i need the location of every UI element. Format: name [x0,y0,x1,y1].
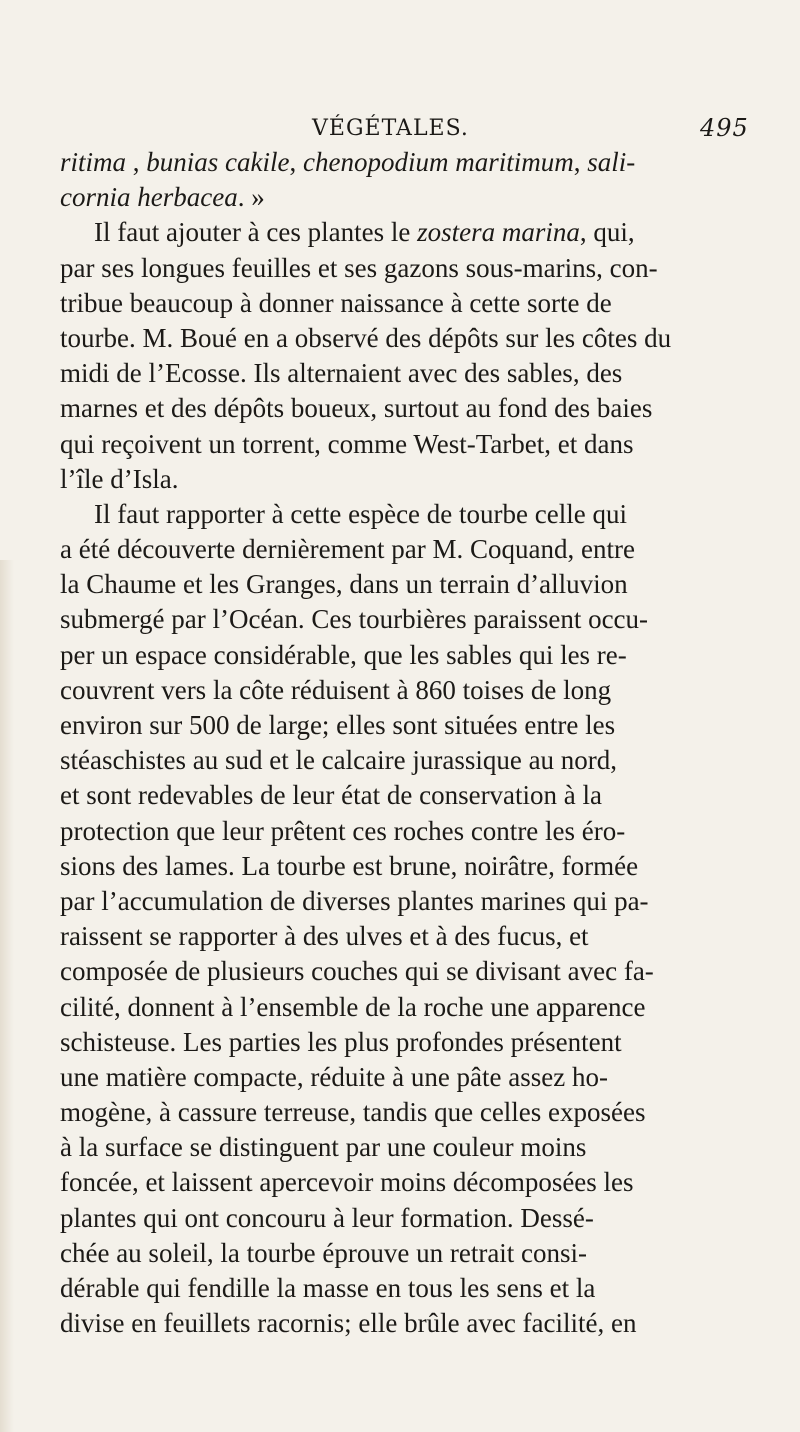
text-line: par l’accumulation de diverses plantes marines qui pa- [60,885,649,916]
text-line: par ses longues feuilles et ses gazons sous-marins, con- [60,252,658,283]
paragraph-start [60,215,760,250]
text-line: schisteuse. Les parties les plus profondes présentent [60,1026,622,1057]
text-line: composée de plusieurs couches qui se divisant avec fa- [60,956,654,987]
text-span: , [126,147,147,177]
text-line: couvrent vers la côte réduisent à 860 toises de long [60,674,612,705]
text-line: tourbe. M. Boué en a observé des dépôts sur les côtes du [60,322,672,353]
text-line: marnes et des dépôts boueux, surtout au fond des baies [60,393,653,424]
text-line: stéaschistes au sud et le calcaire jurassique au nord, [60,745,618,776]
text-line: raissent se rapporter à des ulves et à des fucus, et [60,921,589,952]
text-line: chée au soleil, la tourbe éprouve un retrait consi- [60,1237,588,1268]
italic-text: chenopodium maritimum [302,147,574,177]
text-line: à la surface se distinguent par une couleur moins [60,1132,587,1163]
text-line: foncée, et laissent apercevoir moins décomposées les [60,1167,634,1198]
italic-text: sali- [587,147,636,177]
text-span: , [573,147,588,177]
italic-text: zostera marina [417,217,580,248]
text-line: midi de l’Ecosse. Ils alternaient avec des sables, des [60,358,623,389]
text-line: submergé par l’Océan. Ces tourbières paraissent occu- [60,604,649,635]
text-line: qui reçoivent un torrent, comme West-Tarbet, et dans [60,428,634,459]
page-number: 495 [700,114,749,142]
text-span: , qui, [579,217,635,248]
text-line [60,180,760,215]
paragraph-start: Il faut rapporter à cette espèce de tourbe celle qui [94,498,627,529]
italic-text: ritima [60,147,127,177]
text-line: l’île d’Isla. [60,463,179,494]
page-edge-shadow [0,560,14,1432]
running-head: VÉGÉTALES. [312,116,469,141]
text-line: tribue beaucoup à donner naissance à cette sorte de [60,287,612,318]
text-span: Il faut ajouter à ces plantes le [94,217,418,248]
text-line [60,145,760,180]
text-line: dérable qui fendille la masse en tous les sens et la [60,1273,596,1303]
italic-text: cornia herbacea [60,182,238,213]
body-text [60,145,760,1341]
text-line: mogène, à cassure terreuse, tandis que celles exposées [60,1097,646,1128]
italic-text: bunias cakile [146,147,290,177]
text-line: protection que leur prêtent ces roches contre les éro- [60,815,626,846]
text-line: la Chaume et les Granges, dans un terrain d’alluvion [60,569,628,600]
page-header [0,110,800,150]
text-line: une matière compacte, réduite à une pâte assez ho- [60,1061,608,1092]
text-line: et sont redevables de leur état de conservation à la [60,780,603,811]
text-span: . » [237,182,265,213]
text-line: per un espace considérable, que les sables qui les re- [60,639,627,670]
text-line: divise en feuillets racornis; elle brûle avec facilité, en [60,1308,637,1339]
text-line: plantes qui ont concouru à leur formation. Dessé- [60,1202,594,1233]
text-line: cilité, donnent à l’ensemble de la roche une apparence [60,991,646,1022]
text-line: sions des lames. La tourbe est brune, noirâtre, formée [60,850,639,881]
text-span: , [289,147,303,177]
text-line: a été découverte dernièrement par M. Coquand, entre [60,534,635,565]
text-line: environ sur 500 de large; elles sont situées entre les [60,710,616,740]
